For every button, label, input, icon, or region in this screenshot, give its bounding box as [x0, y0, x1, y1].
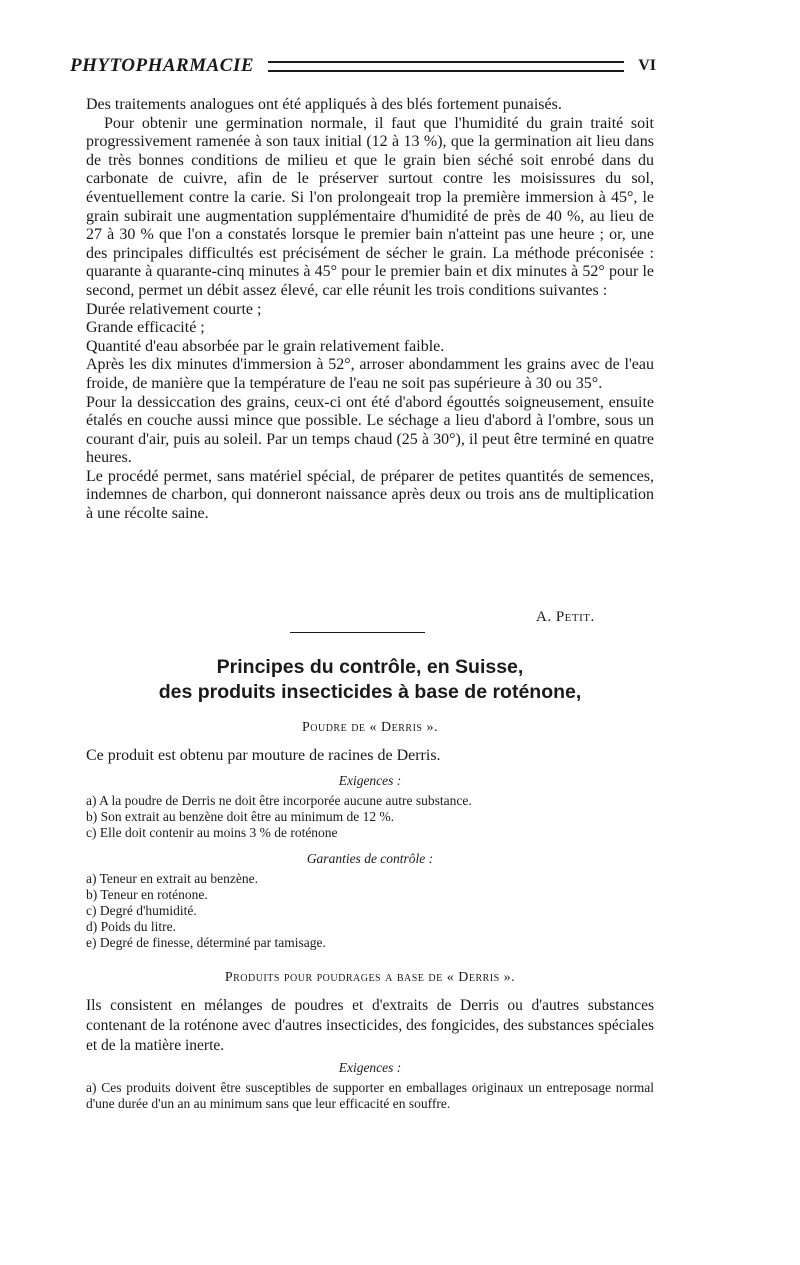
section-intro: Ils consistent en mélanges de poudres et d'extraits de Derris ou d'autres substances contenant de la roténone avec d'autres insecticides, des fongicides, des substances spéciales et de la matière inerte.	[86, 997, 654, 1054]
header-double-rule	[268, 61, 624, 72]
list-item: b) Teneur en roténone.	[86, 887, 208, 902]
title-line-1: Principes du contrôle, en Suisse,	[216, 656, 524, 678]
condition-item: Grande efficacité ;	[86, 319, 205, 337]
paragraph: Des traitements analogues ont été appliqués à des blés fortement punaisés.	[86, 96, 562, 113]
list-item: a) Teneur en extrait au benzène.	[86, 871, 258, 886]
section-heading-dusting-products: Produits pour poudrages a base de « Derris ».	[224, 970, 516, 985]
garanties-list	[86, 871, 654, 951]
section-heading-derris-powder: Poudre de « Derris ».	[301, 720, 438, 735]
condition-item: Quantité d'eau absorbée par le grain relativement faible.	[86, 337, 445, 355]
title-line-2: des produits insecticides à base de roténone,	[158, 681, 582, 703]
exigence-item: a) Ces produits doivent être susceptibles de supporter en emballages originaux un entreposage normal d'une durée d'un an au minimum sans que leur efficacité en souffre.	[86, 1080, 654, 1111]
section-separator	[290, 632, 425, 633]
first-article-body	[86, 96, 654, 524]
paragraph: Pour la dessiccation des grains, ceux-ci ont été d'abord égouttés soigneusement, ensuite étalés en couche aussi mince que possible. Le séchage a lieu d'abord à l'ombre, sous un courant d'air, puis au soleil. Par un temps chaud (25 à 30°), il peut être terminé en quatre heures.	[86, 393, 654, 467]
running-title: PHYTOPHARMACIE	[70, 55, 255, 76]
list-item: d) Poids du litre.	[86, 919, 176, 934]
author-signature: A. Petit.	[536, 609, 595, 625]
list-item: c) Elle doit contenir au moins 3 % de roténone	[86, 825, 338, 840]
article-title	[86, 655, 654, 705]
exigences-label: Exigences :	[338, 1060, 402, 1075]
list-item: a) A la poudre de Derris ne doit être incorporée aucune autre substance.	[86, 793, 472, 808]
running-header	[70, 52, 656, 80]
list-item: b) Son extrait au benzène doit être au minimum de 12 %.	[86, 809, 395, 824]
section-intro: Ce produit est obtenu par mouture de racines de Derris.	[86, 747, 441, 764]
paragraph: Le procédé permet, sans matériel spécial, de préparer de petites quantités de semences, indemnes de charbon, qui donneront naissance après deux ou trois ans de multiplication à une récolte saine.	[86, 467, 654, 523]
list-item: e) Degré de finesse, déterminé par tamisage.	[86, 935, 326, 950]
page-number: VI	[638, 57, 656, 74]
paragraph: Pour obtenir une germination normale, il faut que l'humidité du grain traité soit progressivement ramenée à son taux initial (12 à 13 %), que la germination ait lieu dans de très bonnes conditions de milieu et que le grain bien séché soit enrobé dans du carbonate de cuivre, afin de le préserver surtout contre les moisissures du sol, éventuellement contre la carie. Si l'on prolongeait trop la première immersion à 45°, le grain subirait une augmentation supplémentaire d'humidité de près de 40 %, au lieu de 27 à 30 % que l'on a constatés lorsque le premier bain n'atteint pas une heure ; or, une des principales difficultés est précisément de sécher le grain. La méthode préconisée : quarante à quarante-cinq minutes à 45° pour le premier bain et dix minutes à 52° pour le second, permet un débit assez élevé, car elle réunit les trois conditions suivantes :	[86, 114, 654, 299]
exigences-list	[86, 793, 654, 841]
garanties-label: Garanties de contrôle :	[306, 851, 434, 866]
exigences-label: Exigences :	[338, 773, 402, 788]
paragraph: Après les dix minutes d'immersion à 52°, arroser abondamment les grains avec de l'eau froide, de manière que la température de l'eau ne soit pas supérieure à 30 ou 35°.	[86, 356, 654, 392]
list-item: c) Degré d'humidité.	[86, 903, 197, 918]
condition-item: Durée relativement courte ;	[86, 300, 262, 318]
